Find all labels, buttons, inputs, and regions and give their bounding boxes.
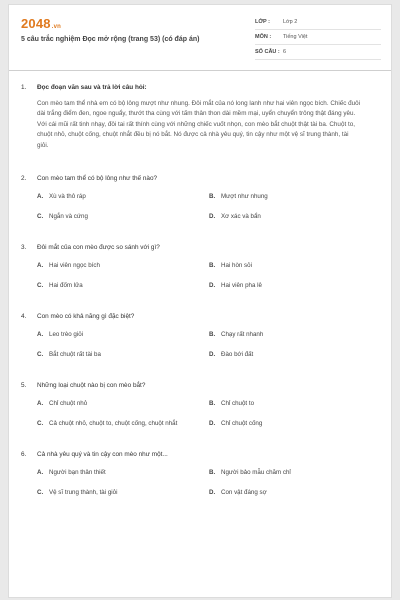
option-text: Con vật đáng sợ xyxy=(221,489,267,497)
option-b[interactable] xyxy=(209,330,369,339)
question-number: 2. xyxy=(21,175,27,183)
answer-options xyxy=(37,192,381,221)
answer-options xyxy=(37,468,381,497)
option-c[interactable] xyxy=(37,350,209,359)
option-letter: D. xyxy=(209,351,216,359)
option-text: Chỉ chuột to xyxy=(221,400,255,408)
option-letter: C. xyxy=(37,282,44,290)
question-number: 6. xyxy=(21,451,27,459)
option-text: Vệ sĩ trung thành, tài giỏi xyxy=(49,489,118,497)
worksheet-title: 5 câu trắc nghiệm Đọc mở rộng (trang 53) (có đáp án) xyxy=(21,36,200,43)
option-d[interactable] xyxy=(209,419,369,428)
option-letter: A. xyxy=(37,331,44,339)
option-text: Hai đốm lửa xyxy=(49,282,83,290)
worksheet-meta xyxy=(255,15,381,60)
option-d[interactable] xyxy=(209,212,369,221)
option-letter: B. xyxy=(209,469,216,477)
logo-main: 2048 xyxy=(21,16,51,31)
option-text: Mượt như nhung xyxy=(221,193,268,201)
worksheet-page xyxy=(8,4,392,598)
option-a[interactable] xyxy=(37,261,209,270)
option-text: Cả chuột nhỏ, chuột to, chuột cống, chuột nhắt xyxy=(49,420,178,428)
question-text: Con mèo tam thể có bộ lông như thế nào? xyxy=(37,175,158,183)
question-text: Đọc đoạn văn sau và trả lời câu hỏi: xyxy=(37,84,147,91)
option-c[interactable] xyxy=(37,212,209,221)
option-letter: B. xyxy=(209,193,216,201)
meta-value: Lớp 2 xyxy=(283,19,298,25)
option-text: Xù và thô ráp xyxy=(49,193,86,201)
option-letter: D. xyxy=(209,420,216,428)
option-c[interactable] xyxy=(37,488,209,497)
meta-key: SỐ CÂU : xyxy=(255,49,280,55)
option-a[interactable] xyxy=(37,330,209,339)
worksheet-header xyxy=(9,5,391,71)
question-number: 1. xyxy=(21,84,27,91)
option-text: Xơ xác và bẩn xyxy=(221,213,261,221)
option-letter: A. xyxy=(37,193,44,201)
question-4 xyxy=(21,312,381,359)
option-letter: C. xyxy=(37,489,44,497)
option-text: Chạy rất nhanh xyxy=(221,331,264,339)
meta-row-class xyxy=(255,15,381,30)
meta-key: MÔN : xyxy=(255,34,272,40)
option-letter: A. xyxy=(37,400,44,408)
option-a[interactable] xyxy=(37,192,209,201)
answer-options xyxy=(37,261,381,290)
question-3 xyxy=(21,243,381,290)
meta-value: 6 xyxy=(283,49,287,55)
option-text: Ngắn và cứng xyxy=(49,213,88,221)
option-letter: D. xyxy=(209,489,216,497)
site-logo[interactable] xyxy=(21,16,61,31)
option-text: Đào bới đất xyxy=(221,351,254,359)
option-text: Hai hòn sỏi xyxy=(221,262,252,270)
answer-options xyxy=(37,399,381,428)
answer-options xyxy=(37,330,381,359)
option-b[interactable] xyxy=(209,468,369,477)
option-text: Bắt chuột rất tài ba xyxy=(49,351,101,359)
question-number: 4. xyxy=(21,313,27,321)
question-text: Đôi mắt của con mèo được so sánh với gì? xyxy=(37,244,160,252)
option-letter: C. xyxy=(37,213,44,221)
option-d[interactable] xyxy=(209,488,369,497)
option-letter: D. xyxy=(209,213,216,221)
option-text: Người bạn thân thiết xyxy=(49,469,106,477)
question-2 xyxy=(21,174,381,221)
question-5 xyxy=(21,381,381,428)
meta-value: Tiếng Việt xyxy=(283,34,308,40)
option-text: Người bảo mẫu chăm chỉ xyxy=(221,469,291,477)
question-text: Cả nhà yêu quý và tin cậy con mèo như một... xyxy=(37,451,168,459)
option-b[interactable] xyxy=(209,192,369,201)
reading-passage: Con mèo tam thể nhà em có bộ lông mượt như nhung. Đôi mắt của nó long lanh như hai viên ngọc bích. Chiếc đuôi dài trắng điểm đen, ngoe nguẩy, thướt tha cùng với tấm thân thon dài mềm mại, uyển chuyển trông thật đáng yêu. Với cái mũi rất tinh nhạy, đôi tai rất thính cùng với những chiếc vuốt nhọn, con mèo bắt chuột thật tài ba. Chuột to, chuột nhỏ, chuột cống, chuột nhắt đều bị nó bắt. Nó được cả nhà yêu quý, tin cậy như một vệ sĩ trung thành, tài giỏi. xyxy=(37,100,361,149)
question-1 xyxy=(21,83,381,151)
option-d[interactable] xyxy=(209,281,369,290)
question-number: 3. xyxy=(21,244,27,252)
question-number: 5. xyxy=(21,382,27,390)
option-text: Hai viên pha lê xyxy=(221,282,262,290)
option-letter: B. xyxy=(209,331,216,339)
logo-suffix: .vn xyxy=(51,24,62,30)
meta-key: LỚP : xyxy=(255,19,270,25)
option-a[interactable] xyxy=(37,468,209,477)
question-list xyxy=(21,83,381,497)
meta-row-subject xyxy=(255,30,381,45)
option-letter: B. xyxy=(209,262,216,270)
option-letter: A. xyxy=(37,262,44,270)
option-c[interactable] xyxy=(37,281,209,290)
option-a[interactable] xyxy=(37,399,209,408)
option-text: Leo trèo giỏi xyxy=(49,331,84,339)
option-b[interactable] xyxy=(209,261,369,270)
option-d[interactable] xyxy=(209,350,369,359)
option-letter: C. xyxy=(37,420,44,428)
option-text: Chỉ chuột nhỏ xyxy=(49,400,88,408)
question-text: Con mèo có khả năng gì đặc biệt? xyxy=(37,313,135,321)
option-letter: D. xyxy=(209,282,216,290)
question-6 xyxy=(21,450,381,497)
option-letter: A. xyxy=(37,469,44,477)
option-letter: C. xyxy=(37,351,44,359)
meta-row-count xyxy=(255,45,381,60)
option-c[interactable] xyxy=(37,419,209,428)
question-text: Những loại chuột nào bị con mèo bắt? xyxy=(37,382,146,390)
option-text: Chỉ chuột cống xyxy=(221,420,263,428)
option-b[interactable] xyxy=(209,399,369,408)
option-letter: B. xyxy=(209,400,216,408)
option-text: Hai viên ngọc bích xyxy=(49,262,100,270)
